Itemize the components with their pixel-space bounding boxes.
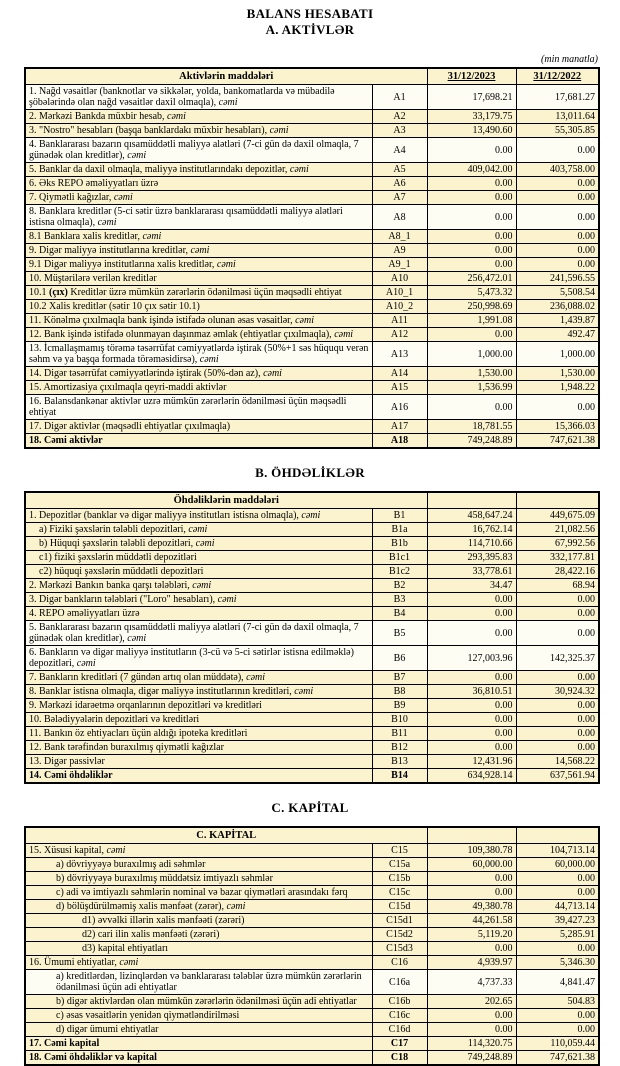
row-value-2022: 0.00 bbox=[516, 244, 599, 258]
row-value-2023: 5,119.20 bbox=[427, 928, 516, 942]
row-code: A11 bbox=[372, 314, 427, 328]
row-value-2023: 0.00 bbox=[427, 230, 516, 244]
table-row bbox=[25, 886, 599, 900]
table-row bbox=[25, 177, 599, 191]
row-value-2023: 0.00 bbox=[427, 727, 516, 741]
table-row bbox=[25, 872, 599, 886]
row-code: B12 bbox=[372, 741, 427, 755]
row-code: B10 bbox=[372, 713, 427, 727]
row-value-2023: 0.00 bbox=[427, 872, 516, 886]
row-code: C18 bbox=[372, 1051, 427, 1066]
row-label: 10.1 (çıx) Kreditlər üzrə mümkün zərərlərin ödənilməsi üçün məqsədli ehtiyat bbox=[25, 286, 372, 300]
balance-section-a bbox=[0, 67, 620, 449]
row-value-2023: 114,320.75 bbox=[427, 1037, 516, 1051]
row-label: 12. Bank işində istifadə olunmayan daşınmaz əmlak (ehtiyatlar çıxılmaqla), cəmi bbox=[25, 328, 372, 342]
table-row bbox=[25, 995, 599, 1009]
table-row bbox=[25, 755, 599, 769]
table-row bbox=[25, 699, 599, 713]
row-value-2022: 0.00 bbox=[516, 395, 599, 420]
row-value-2023: 0.00 bbox=[427, 593, 516, 607]
row-value-2023: 0.00 bbox=[427, 671, 516, 685]
row-value-2023: 0.00 bbox=[427, 886, 516, 900]
row-value-2022: 15,366.03 bbox=[516, 420, 599, 434]
table-row bbox=[25, 420, 599, 434]
row-label: c2) hüquqi şəxslərin müddətli depozitləri bbox=[25, 565, 372, 579]
row-label: 15. Xüsusi kapital, cəmi bbox=[25, 844, 372, 858]
table-row bbox=[25, 970, 599, 995]
row-label: a) kreditlərdən, lizinqlərdən və banklararası tələblər üzrə mümkün zərərlərin ödənilməsi üçün adi ehtiyatlar bbox=[25, 970, 372, 995]
row-code: C16b bbox=[372, 995, 427, 1009]
row-value-2022: 403,758.00 bbox=[516, 163, 599, 177]
row-code: B4 bbox=[372, 607, 427, 621]
row-value-2022: 0.00 bbox=[516, 699, 599, 713]
row-code: C17 bbox=[372, 1037, 427, 1051]
table-row bbox=[25, 621, 599, 646]
row-value-2023: 0.00 bbox=[427, 1009, 516, 1023]
row-value-2023: 60,000.00 bbox=[427, 858, 516, 872]
row-value-2023: 0.00 bbox=[427, 395, 516, 420]
col-header-2023: 31/12/2023 bbox=[427, 68, 516, 85]
table-row bbox=[25, 230, 599, 244]
row-code: B1b bbox=[372, 537, 427, 551]
row-label: d) digər ümumi ehtiyatlar bbox=[25, 1023, 372, 1037]
table-row bbox=[25, 537, 599, 551]
table-row bbox=[25, 685, 599, 699]
row-value-2023: 5,473.32 bbox=[427, 286, 516, 300]
table-header-row bbox=[25, 492, 599, 509]
row-code: A10_2 bbox=[372, 300, 427, 314]
row-value-2022: 747,621.38 bbox=[516, 1051, 599, 1066]
row-code: C16c bbox=[372, 1009, 427, 1023]
row-label: 15. Amortizasiya çıxılmaqla qeyri-maddi aktivlər bbox=[25, 381, 372, 395]
row-value-2022: 0.00 bbox=[516, 942, 599, 956]
row-label: 9. Digər maliyyə institutlarına kreditlər, cəmi bbox=[25, 244, 372, 258]
col-header-2022 bbox=[516, 827, 599, 844]
row-value-2023: 13,490.60 bbox=[427, 124, 516, 138]
row-value-2022: 55,305.85 bbox=[516, 124, 599, 138]
row-value-2023: 0.00 bbox=[427, 621, 516, 646]
row-label: 2. Mərkəzi Bankın banka qarşı tələbləri, cəmi bbox=[25, 579, 372, 593]
row-value-2022: 332,177.81 bbox=[516, 551, 599, 565]
row-value-2022: 0.00 bbox=[516, 607, 599, 621]
row-value-2022: 1,530.00 bbox=[516, 367, 599, 381]
table-row bbox=[25, 727, 599, 741]
table-row bbox=[25, 367, 599, 381]
row-label: 13. İcmallaşmamış törəmə təsərrüfat cəmiyyətlərdə iştirak (50%+1 səs hüququ verən səhm və ya başqa formada törəməsidirsə), cəmi bbox=[25, 342, 372, 367]
row-value-2022: 492.47 bbox=[516, 328, 599, 342]
row-value-2023: 44,261.58 bbox=[427, 914, 516, 928]
row-value-2022: 5,346.30 bbox=[516, 956, 599, 970]
row-value-2022: 236,088.02 bbox=[516, 300, 599, 314]
row-value-2022: 4,841.47 bbox=[516, 970, 599, 995]
table-row bbox=[25, 928, 599, 942]
row-value-2023: 0.00 bbox=[427, 699, 516, 713]
row-value-2022: 0.00 bbox=[516, 621, 599, 646]
table-row bbox=[25, 942, 599, 956]
table-row bbox=[25, 565, 599, 579]
row-code: C15d3 bbox=[372, 942, 427, 956]
table-header-row bbox=[25, 68, 599, 85]
row-label: 11. Bankın öz ehtiyacları üçün aldığı ipoteka kreditləri bbox=[25, 727, 372, 741]
row-value-2023: 749,248.89 bbox=[427, 434, 516, 449]
row-value-2022: 0.00 bbox=[516, 593, 599, 607]
row-code: C15 bbox=[372, 844, 427, 858]
table-row bbox=[25, 509, 599, 523]
row-label: d) bölüşdürülməmiş xalis mənfəət (zərər), cəmi bbox=[25, 900, 372, 914]
row-label: b) digər aktivlərdən olan mümkün zərərlərin ödənilməsi üçün adi ehtiyatlar bbox=[25, 995, 372, 1009]
row-code: B1a bbox=[372, 523, 427, 537]
table-row bbox=[25, 1023, 599, 1037]
balance-section-c bbox=[0, 800, 620, 1066]
row-value-2023: 0.00 bbox=[427, 138, 516, 163]
table-row bbox=[25, 1009, 599, 1023]
row-value-2022: 0.00 bbox=[516, 177, 599, 191]
row-value-2022: 0.00 bbox=[516, 138, 599, 163]
row-label: 12. Bank tərəfindən buraxılmış qiymətli kağızlar bbox=[25, 741, 372, 755]
row-value-2022: 30,924.32 bbox=[516, 685, 599, 699]
row-value-2023: 33,179.75 bbox=[427, 110, 516, 124]
row-value-2023: 36,810.51 bbox=[427, 685, 516, 699]
section-heading: C. KAPİTAL bbox=[271, 800, 349, 815]
row-code: C16 bbox=[372, 956, 427, 970]
row-label: 3. "Nostro" hesabları (başqa banklardakı müxbir hesabları), cəmi bbox=[25, 124, 372, 138]
balance-table bbox=[24, 491, 600, 784]
table-row bbox=[25, 328, 599, 342]
row-value-2023: 0.00 bbox=[427, 258, 516, 272]
table-header-label: Aktivlərin maddələri bbox=[25, 68, 427, 85]
row-label: d2) cari ilin xalis mənfəəti (zərəri) bbox=[25, 928, 372, 942]
table-row bbox=[25, 258, 599, 272]
row-label: 8.1 Banklara xalis kreditlər, cəmi bbox=[25, 230, 372, 244]
row-label: d1) əvvəlki illərin xalis mənfəəti (zərəri) bbox=[25, 914, 372, 928]
row-value-2023: 1,536.99 bbox=[427, 381, 516, 395]
row-value-2022: 0.00 bbox=[516, 727, 599, 741]
row-code: A14 bbox=[372, 367, 427, 381]
row-value-2022: 0.00 bbox=[516, 230, 599, 244]
row-code: B6 bbox=[372, 646, 427, 671]
row-value-2022: 60,000.00 bbox=[516, 858, 599, 872]
row-label: a) dövriyyəyə buraxılmış adi səhmlər bbox=[25, 858, 372, 872]
row-label: 2. Mərkəzi Bankda müxbir hesab, cəmi bbox=[25, 110, 372, 124]
col-header-2023 bbox=[427, 827, 516, 844]
row-label: 1. Nağd vəsaitlər (banknotlar və sikkələr, yolda, bankomatlarda və mübadilə şöbələrində olan nağd vəsaitlər daxil olmaqla), cəmi bbox=[25, 85, 372, 110]
section-a-title: A. AKTİVLƏR bbox=[265, 22, 355, 37]
row-code: C16a bbox=[372, 970, 427, 995]
table-header-row bbox=[25, 827, 599, 844]
row-value-2022: 637,561.94 bbox=[516, 769, 599, 784]
row-value-2023: 33,778.61 bbox=[427, 565, 516, 579]
row-code: A15 bbox=[372, 381, 427, 395]
table-row bbox=[25, 434, 599, 449]
row-label: 6. Əks REPO əməliyyatları üzrə bbox=[25, 177, 372, 191]
row-value-2023: 18,781.55 bbox=[427, 420, 516, 434]
table-row bbox=[25, 85, 599, 110]
col-header-2023 bbox=[427, 492, 516, 509]
row-value-2022: 0.00 bbox=[516, 713, 599, 727]
row-code: B1c2 bbox=[372, 565, 427, 579]
row-value-2023: 0.00 bbox=[427, 191, 516, 205]
row-value-2022: 0.00 bbox=[516, 1023, 599, 1037]
row-value-2023: 109,380.78 bbox=[427, 844, 516, 858]
table-row bbox=[25, 741, 599, 755]
row-code: C15b bbox=[372, 872, 427, 886]
row-value-2023: 458,647.24 bbox=[427, 509, 516, 523]
document-title: BALANS HESABATI bbox=[246, 6, 374, 21]
table-row bbox=[25, 1037, 599, 1051]
row-code: A18 bbox=[372, 434, 427, 449]
row-code: B13 bbox=[372, 755, 427, 769]
row-label: 18. Cəmi aktivlər bbox=[25, 434, 372, 449]
row-code: A9_1 bbox=[372, 258, 427, 272]
row-label: 17. Digər aktivlər (məqsədli ehtiyatlar çıxılmaqla) bbox=[25, 420, 372, 434]
row-value-2022: 0.00 bbox=[516, 258, 599, 272]
table-header-label: C. KAPİTAL bbox=[25, 827, 427, 844]
row-code: A10 bbox=[372, 272, 427, 286]
row-label: 1. Depozitlər (banklar və digər maliyyə institutları istisna olmaqla), cəmi bbox=[25, 509, 372, 523]
row-value-2022: 747,621.38 bbox=[516, 434, 599, 449]
row-code: C16d bbox=[372, 1023, 427, 1037]
row-label: 16. Ümumi ehtiyatlar, cəmi bbox=[25, 956, 372, 970]
row-label: 14. Cəmi öhdəliklər bbox=[25, 769, 372, 784]
row-value-2022: 0.00 bbox=[516, 671, 599, 685]
row-code: C15a bbox=[372, 858, 427, 872]
table-row bbox=[25, 914, 599, 928]
row-value-2022: 449,675.09 bbox=[516, 509, 599, 523]
row-value-2023: 256,472.01 bbox=[427, 272, 516, 286]
row-label: d3) kapital ehtiyatları bbox=[25, 942, 372, 956]
row-value-2023: 114,710.66 bbox=[427, 537, 516, 551]
row-code: A5 bbox=[372, 163, 427, 177]
row-value-2022: 0.00 bbox=[516, 886, 599, 900]
row-code: B11 bbox=[372, 727, 427, 741]
row-label: 11. Könəlmə çıxılmaqla bank işində istifadə olunan əsas vəsaitlər, cəmi bbox=[25, 314, 372, 328]
table-row bbox=[25, 646, 599, 671]
row-value-2022: 1,948.22 bbox=[516, 381, 599, 395]
row-code: A2 bbox=[372, 110, 427, 124]
row-code: B5 bbox=[372, 621, 427, 646]
row-label: c1) fiziki şəxslərin müddətli depozitləri bbox=[25, 551, 372, 565]
row-value-2022: 28,422.16 bbox=[516, 565, 599, 579]
row-label: a) Fiziki şəxslərin tələbli depozitləri, cəmi bbox=[25, 523, 372, 537]
row-code: A4 bbox=[372, 138, 427, 163]
row-value-2022: 241,596.55 bbox=[516, 272, 599, 286]
row-label: c) adi və imtiyazlı səhmlərin nominal və bazar qiymətləri arasındakı fərq bbox=[25, 886, 372, 900]
row-value-2023: 0.00 bbox=[427, 942, 516, 956]
row-value-2023: 0.00 bbox=[427, 177, 516, 191]
row-value-2022: 17,681.27 bbox=[516, 85, 599, 110]
row-code: B9 bbox=[372, 699, 427, 713]
balance-table bbox=[24, 826, 600, 1066]
row-value-2022: 13,011.64 bbox=[516, 110, 599, 124]
table-row bbox=[25, 342, 599, 367]
table-row bbox=[25, 956, 599, 970]
row-value-2022: 39,427.23 bbox=[516, 914, 599, 928]
row-code: B3 bbox=[372, 593, 427, 607]
table-row bbox=[25, 858, 599, 872]
row-label: 4. Banklararası bazarın qısamüddətli maliyyə alətləri (7-ci gün də daxil olmaqla, 7 günədək olan kreditlər), cəmi bbox=[25, 138, 372, 163]
row-code: A17 bbox=[372, 420, 427, 434]
row-value-2022: 142,325.37 bbox=[516, 646, 599, 671]
row-value-2023: 0.00 bbox=[427, 713, 516, 727]
row-value-2022: 504.83 bbox=[516, 995, 599, 1009]
row-label: c) əsas vəsaitlərin yenidən qiymətləndirilməsi bbox=[25, 1009, 372, 1023]
row-label: b) dövriyyəyə buraxılmış müddətsiz imtiyazlı səhmlər bbox=[25, 872, 372, 886]
row-value-2023: 4,737.33 bbox=[427, 970, 516, 995]
row-value-2023: 1,530.00 bbox=[427, 367, 516, 381]
row-label: 18. Cəmi öhdəliklər və kapital bbox=[25, 1051, 372, 1066]
table-row bbox=[25, 272, 599, 286]
row-value-2023: 634,928.14 bbox=[427, 769, 516, 784]
table-row bbox=[25, 286, 599, 300]
row-code: B14 bbox=[372, 769, 427, 784]
row-value-2023: 127,003.96 bbox=[427, 646, 516, 671]
table-row bbox=[25, 124, 599, 138]
table-row bbox=[25, 300, 599, 314]
row-value-2023: 0.00 bbox=[427, 741, 516, 755]
row-value-2023: 17,698.21 bbox=[427, 85, 516, 110]
row-code: A8 bbox=[372, 205, 427, 230]
row-value-2022: 110,059.44 bbox=[516, 1037, 599, 1051]
table-row bbox=[25, 900, 599, 914]
table-row bbox=[25, 244, 599, 258]
row-label: 8. Banklar istisna olmaqla, digər maliyyə institutlarının kreditləri, cəmi bbox=[25, 685, 372, 699]
row-label: 9.1 Digər maliyyə institutlarına xalis kreditlər, cəmi bbox=[25, 258, 372, 272]
row-value-2022: 68.94 bbox=[516, 579, 599, 593]
row-value-2022: 5,508.54 bbox=[516, 286, 599, 300]
table-row bbox=[25, 1051, 599, 1066]
row-value-2022: 14,568.22 bbox=[516, 755, 599, 769]
table-header-label: Öhdəliklərin maddələri bbox=[25, 492, 427, 509]
row-label: 10.2 Xalis kreditlər (sətir 10 çıx sətir 10.1) bbox=[25, 300, 372, 314]
row-value-2022: 0.00 bbox=[516, 1009, 599, 1023]
row-label: 17. Cəmi kapital bbox=[25, 1037, 372, 1051]
table-row bbox=[25, 607, 599, 621]
row-label: 14. Digər təsərrüfat cəmiyyətlərində iştirak (50%-dən az), cəmi bbox=[25, 367, 372, 381]
row-value-2022: 67,992.56 bbox=[516, 537, 599, 551]
row-code: A8_1 bbox=[372, 230, 427, 244]
row-label: b) Hüquqi şəxslərin tələbli depozitləri, cəmi bbox=[25, 537, 372, 551]
table-row bbox=[25, 163, 599, 177]
row-value-2022: 44,713.14 bbox=[516, 900, 599, 914]
row-value-2023: 16,762.14 bbox=[427, 523, 516, 537]
row-code: A12 bbox=[372, 328, 427, 342]
row-value-2023: 409,042.00 bbox=[427, 163, 516, 177]
unit-note: (min manatla) bbox=[541, 54, 598, 65]
row-value-2022: 5,285.91 bbox=[516, 928, 599, 942]
col-header-2022: 31/12/2022 bbox=[516, 68, 599, 85]
row-label: 6. Bankların və digər maliyyə institutların (3-cü və 5-ci sətirlər istisna edilməklə) depozitləri, cəmi bbox=[25, 646, 372, 671]
row-label: 16. Balansdankənar aktivlər uzrə mümkün zərərlərin ödənilməsi üçün məqsədli ehtiyat bbox=[25, 395, 372, 420]
table-row bbox=[25, 523, 599, 537]
row-label: 10. Bələdiyyələrin depozitləri və kreditləri bbox=[25, 713, 372, 727]
row-code: A10_1 bbox=[372, 286, 427, 300]
table-row bbox=[25, 713, 599, 727]
row-code: A7 bbox=[372, 191, 427, 205]
row-code: B1c1 bbox=[372, 551, 427, 565]
row-code: C15d2 bbox=[372, 928, 427, 942]
balance-section-b bbox=[0, 465, 620, 784]
row-label: 9. Mərkəzi idarəetmə orqanlarının depozitləri və kreditləri bbox=[25, 699, 372, 713]
row-value-2023: 0.00 bbox=[427, 607, 516, 621]
row-value-2023: 0.00 bbox=[427, 205, 516, 230]
table-row bbox=[25, 579, 599, 593]
row-label: 5. Banklararası bazarın qısamüddətli maliyyə alətləri (7-ci gün də daxil olmaqla, 7 günədək olan kreditlər), cəmi bbox=[25, 621, 372, 646]
row-label: 8. Banklara kreditlər (5-ci sətir üzrə banklararası qısamüddətli maliyyə alətləri istisna olmaqla), cəmi bbox=[25, 205, 372, 230]
row-value-2023: 250,998.69 bbox=[427, 300, 516, 314]
row-value-2023: 0.00 bbox=[427, 1023, 516, 1037]
sections-container bbox=[0, 67, 620, 1066]
table-row bbox=[25, 138, 599, 163]
row-value-2023: 293,395.83 bbox=[427, 551, 516, 565]
row-value-2023: 1,000.00 bbox=[427, 342, 516, 367]
row-label: 10. Müştərilərə verilən kreditlər bbox=[25, 272, 372, 286]
row-code: C15d1 bbox=[372, 914, 427, 928]
row-value-2023: 12,431.96 bbox=[427, 755, 516, 769]
table-row bbox=[25, 844, 599, 858]
row-value-2022: 104,713.14 bbox=[516, 844, 599, 858]
row-value-2022: 0.00 bbox=[516, 191, 599, 205]
section-heading: B. ÖHDƏLİKLƏR bbox=[255, 465, 365, 480]
row-code: C15d bbox=[372, 900, 427, 914]
table-row bbox=[25, 314, 599, 328]
table-row bbox=[25, 551, 599, 565]
col-header-2022 bbox=[516, 492, 599, 509]
row-value-2023: 202.65 bbox=[427, 995, 516, 1009]
row-code: A9 bbox=[372, 244, 427, 258]
balance-table bbox=[24, 67, 600, 449]
row-label: 13. Digər passivlər bbox=[25, 755, 372, 769]
row-code: A6 bbox=[372, 177, 427, 191]
row-value-2022: 0.00 bbox=[516, 741, 599, 755]
row-code: A16 bbox=[372, 395, 427, 420]
table-row bbox=[25, 395, 599, 420]
row-label: 5. Banklar da daxil olmaqla, maliyyə institutlarındakı depozitlər, cəmi bbox=[25, 163, 372, 177]
row-code: A1 bbox=[372, 85, 427, 110]
row-label: 4. REPO əməliyyatları üzrə bbox=[25, 607, 372, 621]
row-code: B8 bbox=[372, 685, 427, 699]
table-row bbox=[25, 593, 599, 607]
table-row bbox=[25, 671, 599, 685]
row-label: 7. Bankların kreditləri (7 gündən artıq olan müddətə), cəmi bbox=[25, 671, 372, 685]
row-label: 3. Digər bankların tələbləri ("Loro" hesabları), cəmi bbox=[25, 593, 372, 607]
row-value-2023: 1,991.08 bbox=[427, 314, 516, 328]
row-value-2022: 0.00 bbox=[516, 872, 599, 886]
row-value-2023: 34.47 bbox=[427, 579, 516, 593]
row-code: B7 bbox=[372, 671, 427, 685]
row-code: B2 bbox=[372, 579, 427, 593]
row-value-2022: 0.00 bbox=[516, 205, 599, 230]
row-code: A3 bbox=[372, 124, 427, 138]
row-value-2022: 1,439.87 bbox=[516, 314, 599, 328]
row-value-2023: 49,380.78 bbox=[427, 900, 516, 914]
row-value-2023: 4,939.97 bbox=[427, 956, 516, 970]
row-label: 7. Qiymətli kağızlar, cəmi bbox=[25, 191, 372, 205]
row-code: C15c bbox=[372, 886, 427, 900]
table-row bbox=[25, 769, 599, 784]
row-value-2023: 0.00 bbox=[427, 328, 516, 342]
table-row bbox=[25, 191, 599, 205]
row-value-2022: 21,082.56 bbox=[516, 523, 599, 537]
row-code: A13 bbox=[372, 342, 427, 367]
table-row bbox=[25, 381, 599, 395]
table-row bbox=[25, 205, 599, 230]
row-value-2023: 0.00 bbox=[427, 244, 516, 258]
row-value-2022: 1,000.00 bbox=[516, 342, 599, 367]
row-value-2023: 749,248.89 bbox=[427, 1051, 516, 1066]
row-code: B1 bbox=[372, 509, 427, 523]
table-row bbox=[25, 110, 599, 124]
